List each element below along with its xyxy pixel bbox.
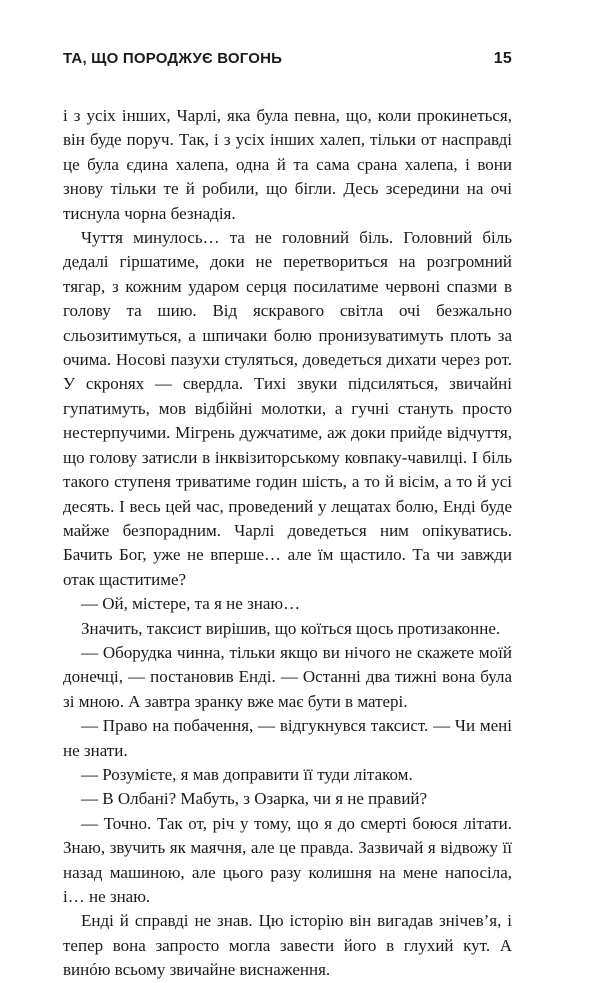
dialogue-line: — Оборудка чинна, тільки якщо ви нічого не скажете моїй донечці, — постановив Енді. — Останні два тижні вона була зі мною. А завтра зранку вже має бути в матері.: [63, 642, 512, 711]
page-number: 15: [493, 50, 512, 67]
paragraph: Значить, таксист вирішив, що коїться щось протизаконне.: [81, 618, 501, 638]
body-text: [63, 104, 512, 983]
paragraph: Чуття минулось… та не головний біль. Головний біль дедалі гіршатиме, доки не перетвориться на розгромний тягар, з кожним ударом серця посилатиме червоні спазми в голову та шию. Від яскравого світла очі безжально сльозитимуться, а шпичаки болю пронизуватимуть плоть за очима. Носові пазухи стуляться, доведеться дихати через рот. У скронях — свердла. Тихі звуки підсиляться, звичайні гупатимуть, мов відбійні молотки, а гучні стануть просто нестерпучими. Мігрень дужчатиме, аж доки прийде відчуття, що голову затисли в інквізиторському ковпаку-чавилці. І біль такого ступеня триватиме годин шість, а то й вісім, а то й усі десять. І весь цей час, проведений у лещатах болю, Енді буде майже безпорадним. Чарлі доведеться ним опікуватись. Бачить Бог, уже не вперше… але їм щастило. Та чи завжди отак щаститиме?: [63, 228, 512, 589]
dialogue-line: — Ой, містере, та я не знаю…: [81, 594, 301, 614]
dialogue-line: — Право на побачення, — відгукнувся таксист. — Чи мені не знати.: [63, 716, 512, 760]
dialogue-line: — Точно. Так от, річ у тому, що я до смерті боюся літати. Знаю, звучить як маячня, але це правда. Зазвичай я відвожу її назад машиною, але цього разу колишня на мене напосіла, і… не знаю.: [63, 813, 512, 906]
dialogue-line: — Розумієте, я мав доправити її туди літаком.: [81, 764, 413, 784]
book-title: ТА, ЩО ПОРОДЖУЄ ВОГОНЬ: [63, 50, 283, 67]
paragraph: Енді й справді не знав. Цю історію він вигадав знічев’я, і тепер вона запросто могла завести його в глухий кут. А винóю всьому звичайне виснаження.: [63, 911, 512, 980]
dialogue-line: — В Олбані? Мабуть, з Озарка, чи я не правий?: [81, 789, 428, 809]
running-header: [63, 50, 512, 72]
paragraph: і з усіх інших, Чарлі, яка була певна, що, коли прокинеться, він буде поруч. Так, і з усіх інших халеп, тільки от насправді це була єдина халепа, одна й та сама срана халепа, і вони знову тільки те й робили, що бігли. Десь зсередини на очі тиснула чорна безнадія.: [63, 106, 512, 223]
